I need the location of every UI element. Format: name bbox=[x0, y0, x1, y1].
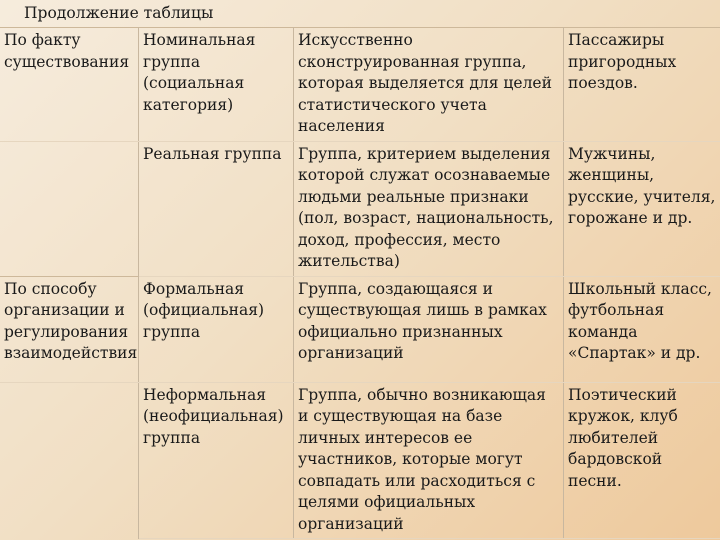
criterion-cell bbox=[0, 382, 139, 539]
table-row bbox=[0, 276, 720, 382]
table-row bbox=[0, 382, 720, 539]
table-row bbox=[0, 28, 720, 142]
table-row bbox=[0, 141, 720, 276]
criterion-cell: По факту существования bbox=[0, 28, 139, 142]
example-cell: Школьный класс, футбольная команда «Спартак» и др. bbox=[564, 276, 720, 382]
table-caption: Продолжение таблицы bbox=[24, 4, 214, 22]
definition-cell: Искусственно сконструированная группа, которая выделяется для целей статистического учета населения bbox=[294, 28, 564, 142]
example-cell: Пассажиры пригородных поездов. bbox=[564, 28, 720, 142]
groups-table bbox=[0, 27, 720, 539]
group-type-cell: Реальная группа bbox=[139, 141, 294, 276]
example-cell: Поэтический кружок, клуб любителей бардовской песни. bbox=[564, 382, 720, 539]
definition-cell: Группа, критерием выделения которой служат осознаваемые людьми реальные признаки (пол, возраст, национальность, доход, профессия, место жительства) bbox=[294, 141, 564, 276]
criterion-cell: По способу организации и регулирования взаимодействия bbox=[0, 276, 139, 382]
definition-cell: Группа, обычно возникающая и существующая на базе личных интересов ее участников, которые могут совпадать или расходиться с целями официальных организаций bbox=[294, 382, 564, 539]
group-type-cell: Номинальная группа (социальная категория) bbox=[139, 28, 294, 142]
group-type-cell: Неформальная (неофициальная) группа bbox=[139, 382, 294, 539]
example-cell: Мужчины, женщины, русские, учителя, горожане и др. bbox=[564, 141, 720, 276]
group-type-cell: Формальная (официальная) группа bbox=[139, 276, 294, 382]
criterion-cell bbox=[0, 141, 139, 276]
definition-cell: Группа, создающаяся и существующая лишь в рамках официально признанных организаций bbox=[294, 276, 564, 382]
